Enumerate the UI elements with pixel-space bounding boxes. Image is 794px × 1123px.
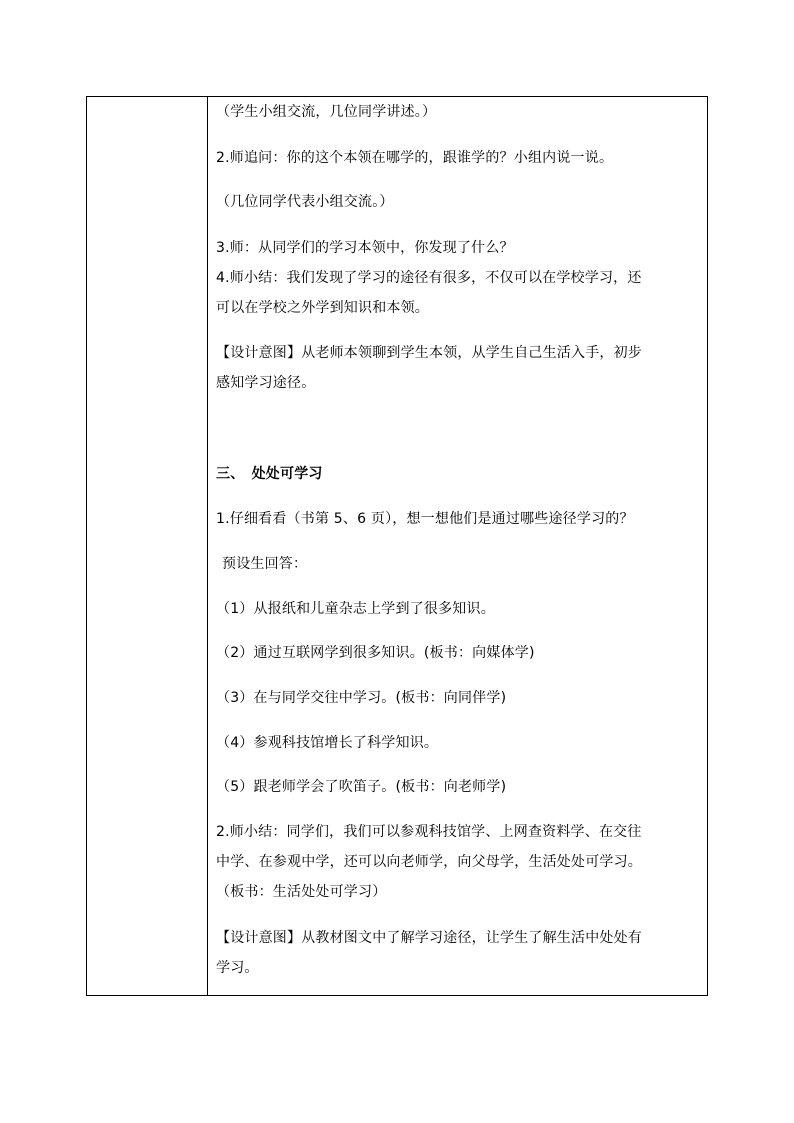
text-line: 可以在学校之外学到知识和本领。 [216,300,429,316]
text-line: 2.师小结：同学们，我们可以参观科技馆学、上网查资料学、在交往 [216,824,642,840]
text-line: （几位同学代表小组交流。） [216,194,394,210]
answer-item: （2）通过互联网学到很多知识。(板书：向媒体学) [216,645,535,661]
design-intent-line: 感知学习途径。 [216,375,316,391]
answer-item: （5）跟老师学会了吹笛子。(板书：向老师学) [216,779,507,795]
text-line: 2.师追问：你的这个本领在哪学的，跟谁学的？小组内说一说。 [216,150,614,166]
section-heading: 三、 处处可学习 [216,466,323,482]
table-column-divider [207,96,208,996]
text-line: 4.师小结：我们发现了学习的途径有很多，不仅可以在学校学习，还 [216,270,642,286]
text-line: 中学、在参观中学，还可以向老师学，向父母学，生活处处可学习。 [216,854,642,870]
answer-item: （1）从报纸和儿童杂志上学到了很多知识。 [216,601,495,617]
answer-item: （3）在与同学交往中学习。(板书：向同伴学) [216,690,507,706]
design-intent-line: 学习。 [216,960,259,976]
table-left-cell [87,97,207,995]
design-intent-line: 【设计意图】从老师本领聊到学生本领，从学生自己生活入手，初步 [216,345,642,361]
text-line: 1.仔细看看（书第 5、6 页），想一想他们是通过哪些途径学习的？ [216,511,634,527]
text-line: （板书：生活处处可学习） [216,884,387,900]
text-line: （学生小组交流，几位同学讲述。） [216,104,437,120]
text-line: 预设生回答： [222,556,308,572]
design-intent-line: 【设计意图】从教材图文中了解学习途径，让学生了解生活中处处有 [216,930,642,946]
answer-item: （4）参观科技馆增长了科学知识。 [216,735,439,751]
text-line: 3.师：从同学们的学习本领中，你发现了什么？ [216,240,514,256]
